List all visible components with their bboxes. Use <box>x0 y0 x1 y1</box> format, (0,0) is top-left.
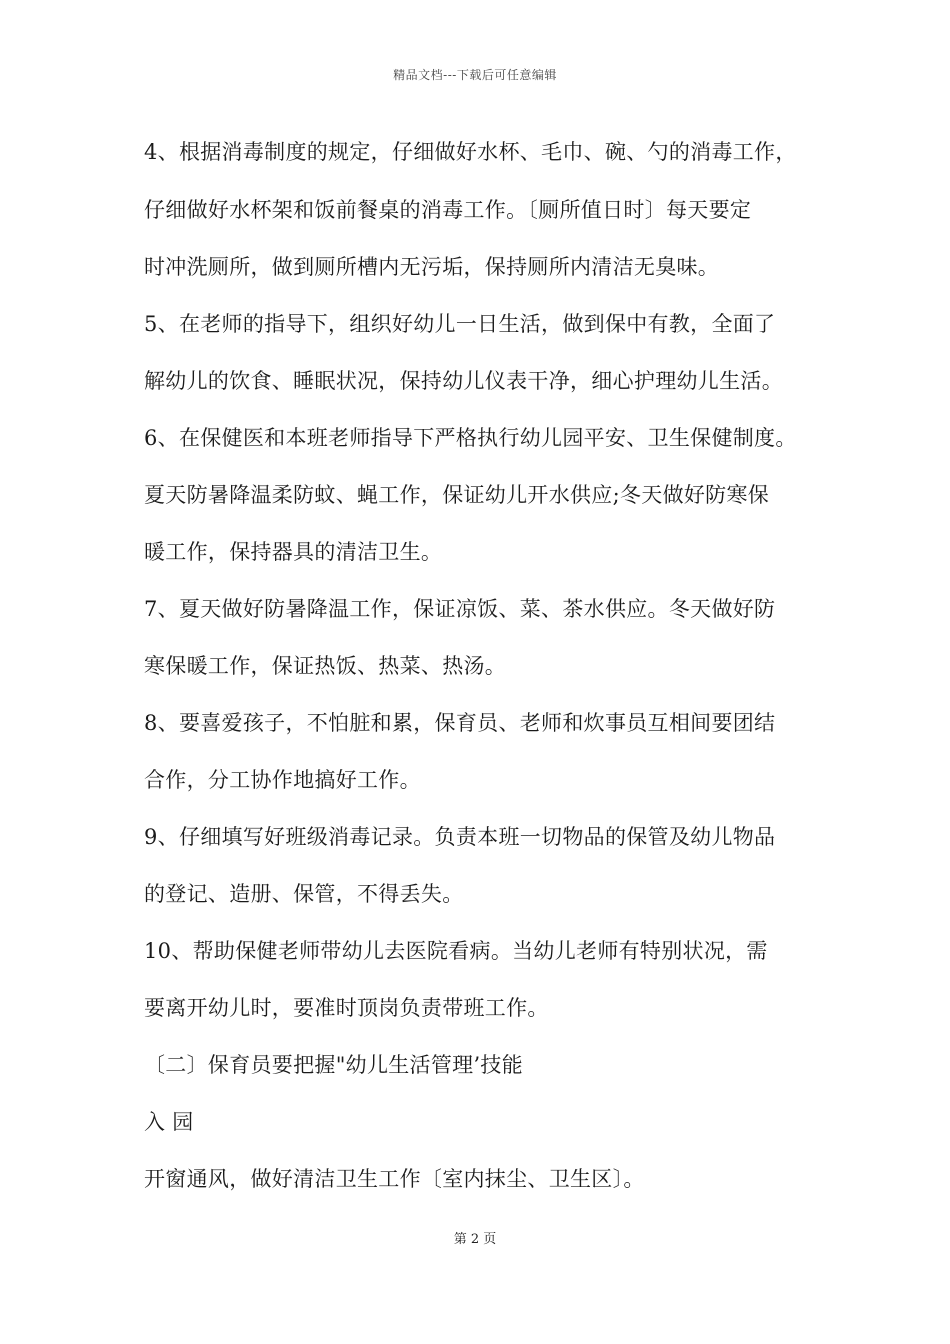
paragraph-8-line-1: 8、要喜爱孩子，不怕脏和累，保育员、老师和炊事员互相间要团结 <box>144 711 776 735</box>
paragraph-9-line-2: 的登记、造册、保管，不得丢失。 <box>144 882 464 906</box>
paragraph-5-line-1: 5、在老师的指导下，组织好幼儿一日生活，做到保中有教，全面了 <box>144 312 776 336</box>
paragraph-4-line-1: 4、根据消毒制度的规定，仔细做好水杯、毛巾、碗、勺的消毒工作， <box>144 140 797 164</box>
page-header: 精品文档---下载后可任意编辑 <box>393 68 557 82</box>
paragraph-6-line-2: 夏天防暑降温柔防蚊、蝇工作，保证幼儿开水供应;冬天做好防寒保 <box>144 483 770 507</box>
paragraph-7-line-1: 7、夏天做好防暑降温工作，保证凉饭、菜、茶水供应。冬天做好防 <box>144 597 776 621</box>
paragraph-6-line-1: 6、在保健医和本班老师指导下严格执行幼儿园平安、卫生保健制度。 <box>144 426 797 450</box>
paragraph-4-line-2: 仔细做好水杯架和饭前餐桌的消毒工作。〔厕所值日时〕每天要定 <box>144 198 752 222</box>
paragraph-6-line-3: 暖工作，保持器具的清洁卫生。 <box>144 540 443 564</box>
paragraph-7-line-2: 寒保暖工作，保证热饭、热菜、热汤。 <box>144 654 507 678</box>
paragraph-10-line-1: 10、帮助保健老师带幼儿去医院看病。当幼儿老师有特别状况，需 <box>144 939 768 963</box>
paragraph-5-line-2: 解幼儿的饮食、睡眠状况，保持幼儿仪表干净，细心护理幼儿生活。 <box>144 369 783 393</box>
paragraph-10-line-2: 要离开幼儿时，要准时顶岗负责带班工作。 <box>144 996 549 1020</box>
page-number: 第 2 页 <box>453 1232 497 1247</box>
section-heading: 〔二〕保育员要把握"幼儿生活管理’技能 <box>144 1053 524 1077</box>
subheading-ruyuan: 入 园 <box>144 1110 194 1134</box>
paragraph-ventilation: 开窗通风，做好清洁卫生工作〔室内抹尘、卫生区〕。 <box>144 1167 645 1191</box>
paragraph-9-line-1: 9、仔细填写好班级消毒记录。负责本班一切物品的保管及幼儿物品 <box>144 825 776 849</box>
paragraph-8-line-2: 合作，分工协作地搞好工作。 <box>144 768 421 792</box>
paragraph-4-line-3: 时冲洗厕所，做到厕所槽内无污垢，保持厕所内清洁无臭味。 <box>144 255 720 279</box>
